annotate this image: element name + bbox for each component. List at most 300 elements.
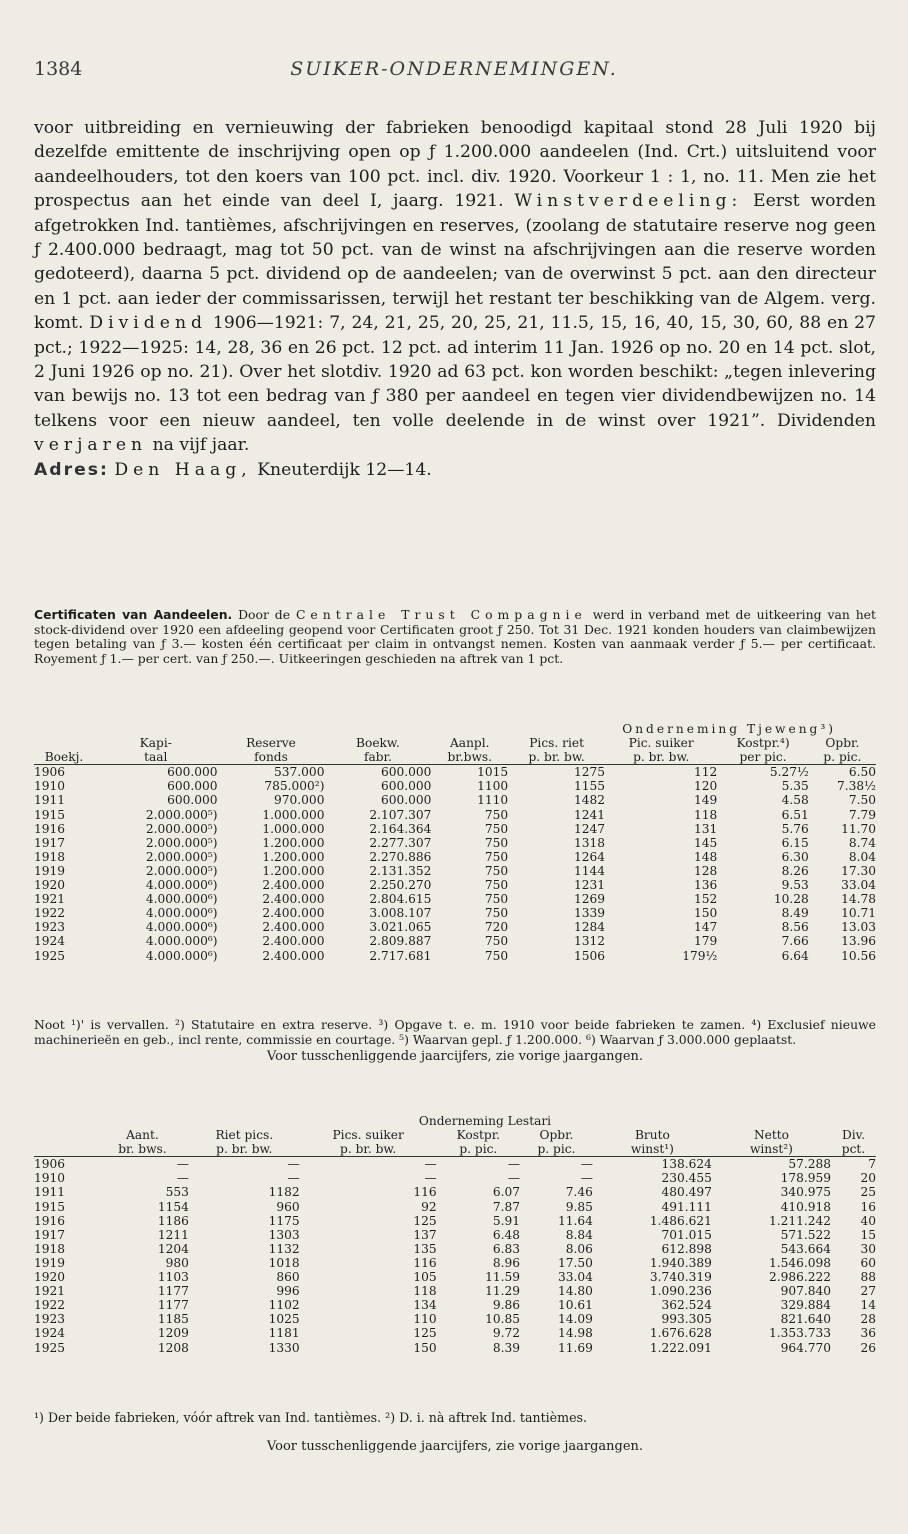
column-header: Aanpl. bbox=[450, 736, 490, 751]
table-cell: 6.48 bbox=[492, 1227, 521, 1242]
table-cell: 750 bbox=[484, 807, 509, 822]
column-header: Pic. suiker bbox=[628, 736, 694, 751]
table-cell: 10.61 bbox=[557, 1298, 593, 1313]
table-row bbox=[34, 850, 876, 864]
table-cell: 14.78 bbox=[841, 892, 876, 907]
year-cell: 1922 bbox=[34, 1298, 66, 1313]
table-row bbox=[34, 1284, 876, 1298]
table-cell: 1339 bbox=[574, 906, 606, 921]
column-header: winst¹) bbox=[630, 1142, 674, 1157]
table-cell: 149 bbox=[694, 793, 718, 808]
text-run: Eerst worden afgetrokken Ind. tantièmes, afschrijvingen en reserves, (zoolang de statutaire reserve nog geen ƒ 2.400.000 bedraagt, mag tot 50 pct. van de winst na afschrijvingen aan die reserve worden gedoteerd), daarna 5 pct. dividend op de aandeelen; van de overwinst 5 pct. aan den directeur en 1 pct. aan ieder der commissarissen, terwijl het restant ter beschikking van de Algem. verg. komt. bbox=[34, 191, 876, 334]
column-header bbox=[34, 1142, 96, 1157]
column-header: Opbr. bbox=[825, 736, 860, 751]
table-cell: 1.676.628 bbox=[649, 1326, 712, 1341]
year-cell: 1910 bbox=[34, 779, 66, 794]
table-header-row bbox=[34, 750, 876, 765]
column-header: Pics. suiker bbox=[332, 1128, 404, 1143]
table-cell: 152 bbox=[694, 892, 718, 907]
table-cell: 1231 bbox=[574, 878, 606, 893]
table-cell: 57.288 bbox=[712, 1157, 831, 1172]
table-cell: 600.000 bbox=[94, 765, 218, 780]
table-cell: 2.000.000⁵) bbox=[145, 863, 218, 878]
table-cell: 1154 bbox=[157, 1199, 189, 1214]
table-cell: 16 bbox=[860, 1199, 876, 1214]
year-cell: 1921 bbox=[34, 1284, 66, 1299]
table-cell: 10.71 bbox=[841, 906, 876, 921]
table-cell: 964.770 bbox=[780, 1340, 831, 1355]
table-cell: 750 bbox=[484, 863, 509, 878]
year-cell: 1921 bbox=[34, 892, 66, 907]
table-cell: 362.524 bbox=[661, 1298, 712, 1313]
table-cell: 2.000.000⁵) bbox=[145, 807, 218, 822]
table-cell: 1284 bbox=[574, 920, 606, 935]
table-cell: 750 bbox=[484, 892, 509, 907]
trust-name: Centrale Trust Compagnie bbox=[295, 607, 587, 622]
table-cell: 27 bbox=[860, 1284, 876, 1299]
table-cell: 4.000.000⁶) bbox=[145, 948, 218, 963]
table-cell: 1241 bbox=[574, 807, 606, 822]
table-row bbox=[34, 1270, 876, 1284]
footnotes-table2 bbox=[34, 1410, 876, 1454]
table-row bbox=[34, 1157, 876, 1172]
table-cell: 1018 bbox=[268, 1255, 300, 1270]
year-cell: 1917 bbox=[34, 835, 66, 850]
table-cell: 88 bbox=[860, 1270, 876, 1285]
column-header: br.bws. bbox=[447, 750, 493, 765]
column-header: p. pic. bbox=[537, 1142, 576, 1157]
table-cell: 612.898 bbox=[661, 1241, 712, 1256]
table-cell: 907.840 bbox=[780, 1284, 831, 1299]
table-cell: 10.85 bbox=[485, 1312, 521, 1327]
column-header: p. br. bw. bbox=[340, 1142, 397, 1157]
adres-label: Adres: bbox=[34, 459, 109, 480]
table-cell: 1.200.000 bbox=[262, 849, 325, 864]
column-header: Opbr. bbox=[539, 1128, 574, 1143]
table-cell: 960 bbox=[276, 1199, 300, 1214]
year-cell: 1924 bbox=[34, 1326, 66, 1341]
table-row bbox=[34, 808, 876, 822]
table-cell: 6.15 bbox=[781, 835, 809, 850]
column-header bbox=[34, 736, 94, 750]
table-cell: 6.51 bbox=[781, 807, 809, 822]
table-row bbox=[34, 934, 876, 948]
table-cell: 821.640 bbox=[780, 1312, 831, 1327]
table-cell: 138.624 bbox=[593, 1157, 712, 1172]
year-cell: 1915 bbox=[34, 1199, 66, 1214]
table-cell: 750 bbox=[484, 821, 509, 836]
table-row bbox=[34, 892, 876, 906]
column-header: fabr. bbox=[363, 750, 392, 765]
table-cell: 118 bbox=[413, 1284, 437, 1299]
table-cell: 1100 bbox=[477, 779, 509, 794]
table-cell: 1275 bbox=[508, 765, 605, 780]
table-cell: 4.000.000⁶) bbox=[145, 892, 218, 907]
table-header-row bbox=[34, 1128, 876, 1142]
table-cell: — bbox=[189, 1157, 300, 1172]
column-header: per pic. bbox=[739, 750, 787, 765]
column-header: pct. bbox=[841, 1142, 866, 1157]
table-cell: 2.250.270 bbox=[369, 878, 432, 893]
table-cell: 1102 bbox=[268, 1298, 300, 1313]
table-cell: 600.000 bbox=[167, 793, 218, 808]
table-cell: — bbox=[520, 1157, 593, 1172]
table-cell: 5.91 bbox=[492, 1213, 521, 1228]
table-cell: — bbox=[424, 1171, 437, 1186]
table-row bbox=[34, 1242, 876, 1256]
table-cell: 1.353.733 bbox=[768, 1326, 831, 1341]
table-cell: 8.49 bbox=[781, 906, 809, 921]
table-cell: 750 bbox=[484, 934, 509, 949]
table-cell: 340.975 bbox=[780, 1185, 831, 1200]
table-cell: 1482 bbox=[574, 793, 606, 808]
table-row bbox=[34, 920, 876, 934]
year-cell: 1924 bbox=[34, 934, 66, 949]
table-cell: 1.000.000 bbox=[262, 821, 325, 836]
table-cell: 2.107.307 bbox=[369, 807, 432, 822]
column-header: Pics. riet bbox=[529, 736, 584, 751]
table-cell: 329.884 bbox=[780, 1298, 831, 1313]
table-cell: 1181 bbox=[268, 1326, 300, 1341]
table-cell: 970.000 bbox=[274, 793, 325, 808]
table-row bbox=[34, 779, 876, 793]
table-cell: 1.222.091 bbox=[649, 1340, 712, 1355]
table-cell: 8.26 bbox=[781, 863, 809, 878]
table-cell: 9.53 bbox=[781, 878, 809, 893]
table-cell: 150 bbox=[694, 906, 718, 921]
table-row bbox=[34, 864, 876, 878]
table-cell: 8.06 bbox=[565, 1241, 593, 1256]
column-header: Reserve bbox=[246, 736, 296, 751]
column-header: p. br. bw. bbox=[528, 750, 585, 765]
table-cell: 5.27½ bbox=[717, 765, 808, 780]
table-cell: 125 bbox=[413, 1213, 437, 1228]
table-cell: — bbox=[96, 1157, 189, 1172]
table-cell: 980 bbox=[165, 1255, 189, 1270]
table-row bbox=[34, 949, 876, 963]
table-cell: 2.164.364 bbox=[369, 821, 432, 836]
table-cell: 131 bbox=[694, 821, 718, 836]
table-cell: 1177 bbox=[157, 1284, 189, 1299]
page-number: 1384 bbox=[34, 58, 83, 80]
table-cell: 10.56 bbox=[841, 948, 876, 963]
table-row bbox=[34, 878, 876, 892]
table-cell: 136 bbox=[694, 878, 718, 893]
table-cell: 2.400.000 bbox=[262, 948, 325, 963]
table-cell: 1110 bbox=[477, 793, 509, 808]
table-cell: 480.497 bbox=[661, 1185, 712, 1200]
table-cell: 1.200.000 bbox=[262, 835, 325, 850]
table-cell: 2.986.222 bbox=[768, 1270, 831, 1285]
table-cell: 1185 bbox=[157, 1312, 189, 1327]
column-header: taal bbox=[144, 750, 168, 765]
table-cell: 1186 bbox=[157, 1213, 189, 1228]
table-cell: 8.84 bbox=[565, 1227, 593, 1242]
year-cell: 1919 bbox=[34, 863, 66, 878]
table-cell: 116 bbox=[413, 1255, 437, 1270]
table-cell: 2.270.886 bbox=[369, 849, 432, 864]
table-cell: 13.96 bbox=[841, 934, 876, 949]
year-cell: 1916 bbox=[34, 821, 66, 836]
year-cell: 1906 bbox=[34, 1157, 96, 1172]
table-cell: 10.28 bbox=[773, 892, 809, 907]
table-cell: 410.918 bbox=[780, 1199, 831, 1214]
table-row bbox=[34, 836, 876, 850]
footnote-text: ¹) Der beide fabrieken, vóór aftrek van Ind. tantièmes. ²) D. i. nà aftrek Ind. tantièmes. bbox=[34, 1410, 587, 1425]
table-cell: 8.56 bbox=[781, 920, 809, 935]
table-cell: 5.35 bbox=[781, 779, 809, 794]
table-cell: 1.090.236 bbox=[649, 1284, 712, 1299]
table-row bbox=[34, 1341, 876, 1355]
table-cell: 1182 bbox=[268, 1185, 300, 1200]
table-cell: 20 bbox=[860, 1171, 876, 1186]
table-cell: 553 bbox=[165, 1185, 189, 1200]
table-cell: 150 bbox=[413, 1340, 437, 1355]
table-cell: 537.000 bbox=[218, 765, 325, 780]
table-cell: 543.664 bbox=[780, 1241, 831, 1256]
table-group-header: Onderneming Lestari bbox=[418, 1114, 552, 1128]
column-header: Aant. bbox=[126, 1128, 159, 1143]
table-cell: 120 bbox=[694, 779, 718, 794]
column-header: Boekw. bbox=[356, 736, 400, 751]
table-cell: 1330 bbox=[268, 1340, 300, 1355]
table-row bbox=[34, 1256, 876, 1270]
table-cell: 14.09 bbox=[557, 1312, 593, 1327]
table-cell: 14 bbox=[860, 1298, 876, 1313]
table-cell: 1264 bbox=[574, 849, 606, 864]
table-cell: — bbox=[507, 1171, 521, 1186]
column-header: Bruto bbox=[634, 1128, 670, 1143]
table-cell: 600.000 bbox=[380, 779, 432, 794]
table-cell: 36 bbox=[860, 1326, 876, 1341]
table-cell: 178.959 bbox=[780, 1171, 831, 1186]
table-cell: 9.86 bbox=[492, 1298, 521, 1313]
table-cell: 4.000.000⁶) bbox=[145, 920, 218, 935]
table-cell: 2.809.887 bbox=[369, 934, 432, 949]
table-cell: 1208 bbox=[157, 1340, 189, 1355]
table-cell: 15 bbox=[860, 1227, 876, 1242]
table-cell: 105 bbox=[413, 1270, 437, 1285]
table-cell: 110 bbox=[413, 1312, 437, 1327]
footnotes-table1 bbox=[34, 1018, 876, 1064]
table-cell: 33.04 bbox=[557, 1270, 593, 1285]
table-cell: 1.211.242 bbox=[768, 1213, 831, 1228]
table-cell: 1015 bbox=[431, 765, 508, 780]
table-cell: 14.98 bbox=[557, 1326, 593, 1341]
table-cell: 1312 bbox=[574, 934, 606, 949]
table-cell: 3.740.319 bbox=[649, 1270, 712, 1285]
year-cell: 1922 bbox=[34, 906, 66, 921]
table-cell: 116 bbox=[413, 1185, 437, 1200]
table-row bbox=[34, 1326, 876, 1340]
table-cell: 118 bbox=[694, 807, 718, 822]
table-cell: 4.000.000⁶) bbox=[145, 878, 218, 893]
table-cell: 600.000 bbox=[167, 779, 218, 794]
tjeweng-table bbox=[34, 722, 876, 963]
text-run: 1906—1921: 7, 24, 21, 25, 20, 25, 21, 11.5, 15, 16, 40, 15, 30, 60, 88 en 27 pct.; 1922—1925: 14, 28, 36 en 26 pct. 12 pct. ad interim 11 Jan. 1926 op no. 20 en 14 pct. slot, 2 Juni 1926 op no. 21). Over het slotdiv. 1920 ad 63 pct. kon worden beschikt: „tegen inlevering van bewijs no. 13 tot een bedrag van ƒ 380 per aandeel en tegen vier dividendbewijzen no. 14 telkens voor een nieuw aandeel, ten volle deelende in de winst over 1921”. Dividenden bbox=[34, 313, 876, 431]
column-header: p. br. bw. bbox=[216, 1142, 273, 1157]
year-cell: 1917 bbox=[34, 1227, 66, 1242]
year-cell: 1925 bbox=[34, 948, 66, 963]
year-cell: 1906 bbox=[34, 765, 94, 780]
column-header: Kostpr.⁴) bbox=[736, 736, 790, 751]
year-cell: 1923 bbox=[34, 1312, 66, 1327]
table-cell: 1.546.098 bbox=[768, 1255, 831, 1270]
table-cell: 8.74 bbox=[848, 835, 876, 850]
table-cell: 26 bbox=[860, 1340, 876, 1355]
table-cell: 2.400.000 bbox=[262, 934, 325, 949]
table-cell: 9.72 bbox=[492, 1326, 521, 1341]
table-cell: 11.70 bbox=[841, 821, 876, 836]
table-cell: 750 bbox=[484, 948, 509, 963]
table-cell: 1.486.621 bbox=[649, 1213, 712, 1228]
adres-line bbox=[34, 458, 876, 482]
winstverdeeling-label: Winstverdeeling: bbox=[514, 191, 743, 212]
column-header: p. pic. bbox=[459, 1142, 498, 1157]
table-cell: — bbox=[437, 1157, 520, 1172]
table-cell: 14.80 bbox=[557, 1284, 593, 1299]
table-cell: 1318 bbox=[574, 835, 606, 850]
dividend-label: Dividend bbox=[89, 313, 208, 334]
table-cell: 13.03 bbox=[841, 920, 876, 935]
table-cell: 1177 bbox=[157, 1298, 189, 1313]
table-cell: 2.277.307 bbox=[369, 835, 432, 850]
table-cell: 750 bbox=[484, 906, 509, 921]
table-row bbox=[34, 793, 876, 807]
text-run: na vijf jaar. bbox=[147, 435, 250, 456]
table-cell: 996 bbox=[276, 1284, 300, 1299]
table-cell: 1.000.000 bbox=[262, 807, 325, 822]
year-cell: 1920 bbox=[34, 878, 66, 893]
column-header bbox=[34, 1128, 96, 1142]
table-cell: 5.76 bbox=[781, 821, 809, 836]
year-cell: 1915 bbox=[34, 807, 66, 822]
table-row bbox=[34, 822, 876, 836]
year-cell: 1916 bbox=[34, 1213, 66, 1228]
table-cell: 179½ bbox=[682, 948, 718, 963]
table-cell: 1204 bbox=[157, 1241, 189, 1256]
table-cell: 60 bbox=[860, 1255, 876, 1270]
table-cell: 1175 bbox=[268, 1213, 300, 1228]
table-row bbox=[34, 1214, 876, 1228]
table-cell: 600.000 bbox=[324, 765, 431, 780]
table-cell: 2.804.615 bbox=[369, 892, 432, 907]
table-row bbox=[34, 1312, 876, 1326]
table-cell: 2.131.352 bbox=[369, 863, 432, 878]
table-cell: 8.96 bbox=[492, 1255, 521, 1270]
table-cell: 4.58 bbox=[781, 793, 809, 808]
table-cell: 571.522 bbox=[780, 1227, 831, 1242]
adres-city: Den Haag, bbox=[114, 459, 252, 480]
column-header: Netto bbox=[753, 1128, 789, 1143]
table-cell: 7.87 bbox=[492, 1199, 521, 1214]
table-cell: 750 bbox=[484, 849, 509, 864]
year-cell: 1918 bbox=[34, 849, 66, 864]
table-cell: 1.200.000 bbox=[262, 863, 325, 878]
table-row bbox=[34, 1298, 876, 1312]
table-cell: 6.83 bbox=[492, 1241, 521, 1256]
verjaren-label: verjaren bbox=[34, 435, 148, 456]
table-cell: 1132 bbox=[268, 1241, 300, 1256]
column-header: p. br. bw. bbox=[633, 750, 690, 765]
adres-street: Kneuterdijk 12—14. bbox=[251, 459, 432, 480]
table-row bbox=[34, 765, 876, 780]
table-cell: 230.455 bbox=[661, 1171, 712, 1186]
table-cell: 600.000 bbox=[380, 793, 432, 808]
table-cell: 4.000.000⁶) bbox=[145, 934, 218, 949]
column-header: br. bws. bbox=[118, 1142, 167, 1157]
table-cell: 2.400.000 bbox=[262, 878, 325, 893]
table-cell: 11.64 bbox=[557, 1213, 593, 1228]
table-cell: 750 bbox=[484, 835, 509, 850]
table-row bbox=[34, 1185, 876, 1199]
text-run: werd in verband met de uitkeering van het stock-dividend over 1920 een afdeeling geopend voor Certificaten groot ƒ 250. Tot 31 Dec. 1921 konden houders van claimbewijzen tegen betaling van ƒ 3.— kosten één certificaat per claim in ontvangst nemen. Kosten van aanmaak verder ƒ 5.— per certificaat. Royement ƒ 1.— per cert. van ƒ 250.—. Uitkeeringen geschieden na aftrek van 1 pct. bbox=[34, 607, 876, 666]
table-cell: 147 bbox=[694, 920, 718, 935]
table-cell: 1209 bbox=[157, 1326, 189, 1341]
tussen-note: Voor tusschenliggende jaarcijfers, zie vorige jaargangen. bbox=[266, 1048, 644, 1064]
table-group-header: Onderneming Tjeweng³) bbox=[622, 722, 836, 736]
table-row bbox=[34, 1171, 876, 1185]
year-cell: 1918 bbox=[34, 1241, 66, 1256]
tussen-note: Voor tusschenliggende jaarcijfers, zie vorige jaargangen. bbox=[266, 1439, 644, 1454]
table-cell: 8.39 bbox=[492, 1340, 521, 1355]
year-cell: 1920 bbox=[34, 1270, 66, 1285]
lestari-table bbox=[34, 1114, 876, 1355]
table-header-row bbox=[34, 736, 876, 750]
page-header bbox=[34, 58, 874, 88]
running-title: SUIKER-ONDERNEMINGEN. bbox=[290, 58, 618, 80]
year-cell: 1919 bbox=[34, 1255, 66, 1270]
table-cell: 2.000.000⁵) bbox=[145, 849, 218, 864]
table-cell: 8.04 bbox=[848, 849, 876, 864]
table-cell: — bbox=[300, 1157, 437, 1172]
paragraph bbox=[34, 116, 876, 458]
table-cell: 6.30 bbox=[781, 849, 809, 864]
table-cell: 145 bbox=[694, 835, 718, 850]
year-cell: 1925 bbox=[34, 1340, 66, 1355]
table-cell: 1.940.389 bbox=[649, 1255, 712, 1270]
table-cell: 17.50 bbox=[557, 1255, 593, 1270]
table-cell: 40 bbox=[860, 1213, 876, 1228]
table-cell: 6.07 bbox=[492, 1185, 521, 1200]
table-cell: 7.46 bbox=[565, 1185, 593, 1200]
table-cell: 148 bbox=[694, 849, 718, 864]
certificaten-title: Certificaten van Aandeelen. bbox=[34, 607, 233, 622]
table-cell: 1211 bbox=[157, 1227, 189, 1242]
table-cell: 7.66 bbox=[781, 934, 809, 949]
table-cell: 4.000.000⁶) bbox=[145, 906, 218, 921]
table-cell: 2.400.000 bbox=[262, 906, 325, 921]
year-cell: 1911 bbox=[34, 793, 66, 808]
column-header: Riet pics. bbox=[215, 1128, 274, 1143]
table-cell: 1506 bbox=[574, 948, 606, 963]
year-cell: 1911 bbox=[34, 1185, 66, 1200]
year-cell: 1923 bbox=[34, 920, 66, 935]
column-header: p. pic. bbox=[823, 750, 862, 765]
table-cell: 491.111 bbox=[661, 1199, 712, 1214]
table-cell: 785.000²) bbox=[264, 779, 325, 794]
table-cell: 11.69 bbox=[557, 1340, 593, 1355]
table-cell: 7.38½ bbox=[837, 779, 876, 794]
table-cell: 1144 bbox=[574, 863, 606, 878]
column-header: Boekj. bbox=[44, 750, 84, 765]
column-header: Kostpr. bbox=[456, 1128, 501, 1143]
table-cell: 860 bbox=[276, 1270, 300, 1285]
table-cell: 11.29 bbox=[485, 1284, 521, 1299]
table-cell: 2.400.000 bbox=[262, 892, 325, 907]
table-cell: 7 bbox=[831, 1157, 876, 1172]
text-run: voor uitbreiding en vernieuwing der fabrieken benoodigd kapitaal stond 28 Juli 1920 bij dezelfde emittente de inschrijving open op ƒ 1.200.000 aandeelen (Ind. Crt.) uitsluitend voor aandeelhouders, tot den koers van 100 pct. incl. div. 1920. Voorkeur 1 : 1, no. 11. Men zie het prospectus aan het einde van deel I, jaarg. 1921. bbox=[34, 118, 876, 212]
